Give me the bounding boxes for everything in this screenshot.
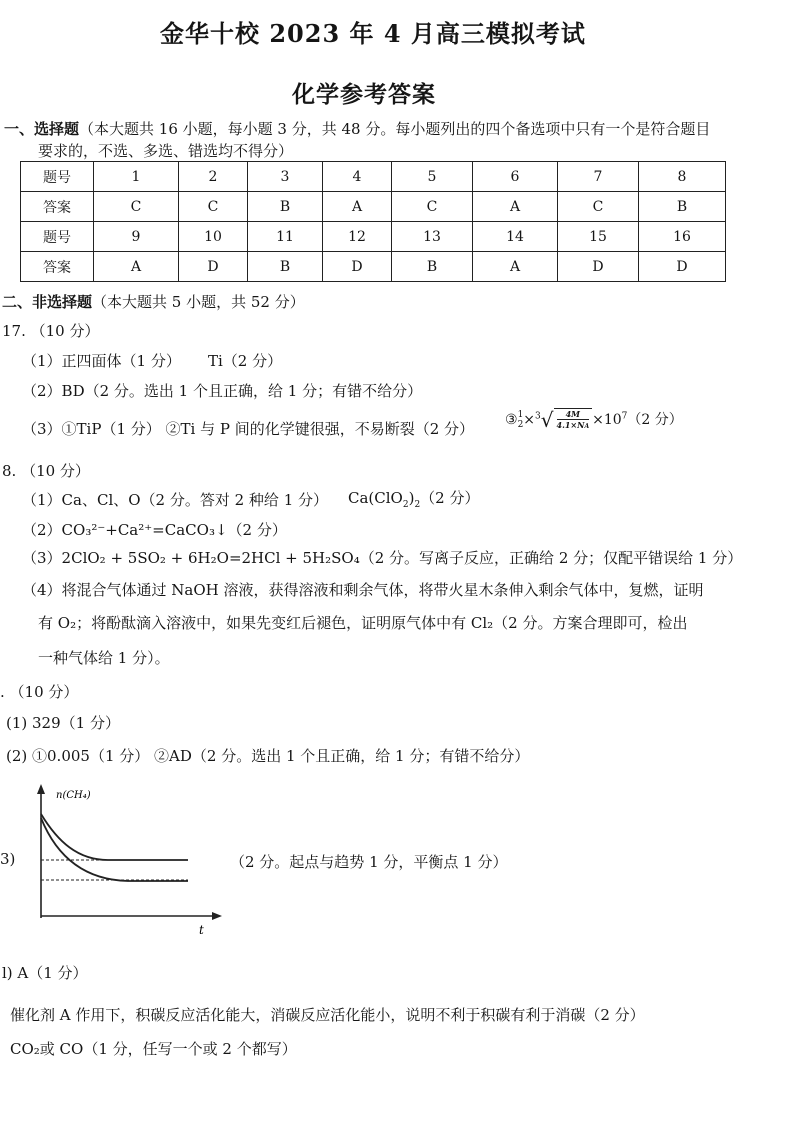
q17-power-base: ×10 xyxy=(592,412,622,428)
table-cell: 2 xyxy=(179,162,248,192)
q18-part1: （1）Ca、Cl、O（2 分。答对 2 种给 1 分） xyxy=(22,491,329,509)
graph-x-label: t xyxy=(199,923,204,937)
table-row xyxy=(21,252,726,282)
table-cell: 8 xyxy=(639,162,726,192)
q17-root-content xyxy=(554,408,593,432)
q17-times: × xyxy=(523,412,536,428)
table-cell: D xyxy=(558,252,639,282)
q18-part4-line1: （4）将混合气体通过 NaOH 溶液，获得溶液和剩余气体，将带火星木条伸入剩余气体中，复燃，证明 xyxy=(22,581,704,599)
q18-part1b xyxy=(348,487,479,510)
table-cell: C xyxy=(558,192,639,222)
q17-root-fraction xyxy=(557,409,590,432)
q17-power-exp: 7 xyxy=(621,411,628,422)
table-cell: C xyxy=(179,192,248,222)
q17-root-index: 3 xyxy=(535,411,541,422)
y-axis-arrow-icon xyxy=(37,784,45,794)
q18-heading: 8. （10 分） xyxy=(2,462,90,480)
q19-part2: (2) ①0.005（1 分） ②AD（2 分。选出 1 个且正确，给 1 分；有错不给分） xyxy=(6,747,530,765)
q19-part1: (1) 329（1 分） xyxy=(6,714,120,732)
table-cell: 14 xyxy=(473,222,558,252)
table-cell: 7 xyxy=(558,162,639,192)
x-axis-arrow-icon xyxy=(212,912,222,920)
table-cell: D xyxy=(639,252,726,282)
section1-heading-line xyxy=(4,118,710,139)
table-cell: A xyxy=(323,192,392,222)
table-cell: 答案 xyxy=(21,192,94,222)
q17-root-den-wrap xyxy=(557,419,590,432)
q18-part3: （3）2ClO₂ + 5SO₂ + 6H₂O=2HCl + 5H₂SO₄（2 分。写离子反应，正确给 2 分；仅配平错误给 1 分） xyxy=(22,549,743,567)
table-cell: D xyxy=(179,252,248,282)
q17-formula-prefix: ③ xyxy=(505,412,518,428)
table-cell: B xyxy=(639,192,726,222)
table-cell: 题号 xyxy=(21,222,94,252)
table-cell: 11 xyxy=(248,222,323,252)
table-cell: C xyxy=(94,192,179,222)
q18-part4-line2: 有 O₂；将酚酞滴入溶液中，如果先变红后褪色，证明原气体中有 Cl₂（2 分。方案合理即可，检出 xyxy=(38,614,688,632)
table-cell: A xyxy=(473,192,558,222)
table-cell: 5 xyxy=(392,162,473,192)
q19-part3-note: （2 分。起点与趋势 1 分，平衡点 1 分） xyxy=(230,853,508,871)
section1-desc-2: 要求的，不选、多选、错选均不得分） xyxy=(38,142,294,160)
table-row xyxy=(21,222,726,252)
section1-number: 一、 xyxy=(4,120,35,138)
table-cell: 12 xyxy=(323,222,392,252)
q17-heading: 17. （10 分） xyxy=(2,322,100,340)
section1-heading: 选择题 xyxy=(34,120,80,138)
q19-part6: CO₂或 CO（1 分，任写一个或 2 个都写） xyxy=(10,1040,297,1058)
section2-heading-line xyxy=(2,291,305,312)
table-row xyxy=(21,192,726,222)
radical-sign-icon: √ xyxy=(540,408,554,432)
q17-part3: （3）①TiP（1 分） ②Ti 与 P 间的化学键很强，不易断裂（2 分） xyxy=(22,420,475,438)
table-cell: A xyxy=(473,252,558,282)
section2-number: 二、 xyxy=(2,293,33,311)
section2-heading: 非选择题 xyxy=(32,293,93,311)
q17-root-num: 4M xyxy=(565,409,581,419)
doc-title: 化学参考答案 xyxy=(292,81,436,108)
q17-root-den-sub: A xyxy=(584,423,590,430)
q19-part3-label: 3) xyxy=(0,850,16,868)
q19-part4: l) A（1 分） xyxy=(2,964,88,982)
table-cell: 4 xyxy=(323,162,392,192)
table-cell: C xyxy=(392,192,473,222)
section1-desc: （本大题共 16 小题，每小题 3 分，共 48 分。每小题列出的四个备选项中只有一个是符合题目 xyxy=(79,120,711,138)
q17-part1: （1）正四面体（1 分） xyxy=(22,352,181,370)
q17-formula-score: （2 分） xyxy=(627,412,683,428)
q18-part2: （2）CO₃²⁻+Ca²⁺=CaCO₃↓（2 分） xyxy=(22,521,287,539)
q18-part1b-sub: 2 xyxy=(402,500,409,510)
table-cell: 9 xyxy=(94,222,179,252)
answer-table xyxy=(20,161,726,282)
q18-part1b-sub2: 2 xyxy=(414,500,421,510)
q19-heading: . （10 分） xyxy=(0,683,79,701)
table-cell: 15 xyxy=(558,222,639,252)
table-cell: 3 xyxy=(248,162,323,192)
table-cell: 16 xyxy=(639,222,726,252)
q18-part1b-b: ) xyxy=(408,489,415,507)
q18-part1b-a: Ca(ClO xyxy=(348,489,403,507)
graph-curve-lower xyxy=(41,818,188,881)
q17-frac-den: 2 xyxy=(517,420,524,430)
table-cell: A xyxy=(94,252,179,282)
table-cell: 题号 xyxy=(21,162,94,192)
q19-part5: 催化剂 A 作用下，积碳反应活化能大，消碳反应活化能小，说明不利于积碳有利于消碳（2 分） xyxy=(10,1006,645,1024)
table-cell: 13 xyxy=(392,222,473,252)
q17-part2: （2）BD（2 分。选出 1 个且正确，给 1 分；有错不给分） xyxy=(22,382,423,400)
graph-y-label: n(CH₄) xyxy=(56,790,91,801)
q17-part3-formula xyxy=(505,408,683,432)
table-cell: B xyxy=(248,252,323,282)
q17-root-den: 4.1×N xyxy=(556,420,585,430)
table-cell: 6 xyxy=(473,162,558,192)
q17-part1b: Ti（2 分） xyxy=(208,352,283,370)
q18-part1b-c: （2 分） xyxy=(420,489,480,507)
school-title: 金华十校 2023 年 4 月高三模拟考试 xyxy=(160,19,586,48)
table-cell: 10 xyxy=(179,222,248,252)
q17-frac-num: 1 xyxy=(517,410,524,420)
table-row xyxy=(21,162,726,192)
table-cell: 答案 xyxy=(21,252,94,282)
q18-part4-line3: 一种气体给 1 分）。 xyxy=(38,649,170,667)
table-cell: B xyxy=(392,252,473,282)
section2-desc: （本大题共 5 小题，共 52 分） xyxy=(92,293,305,311)
table-cell: B xyxy=(248,192,323,222)
q19-graph xyxy=(28,782,228,938)
table-cell: 1 xyxy=(94,162,179,192)
table-cell: D xyxy=(323,252,392,282)
